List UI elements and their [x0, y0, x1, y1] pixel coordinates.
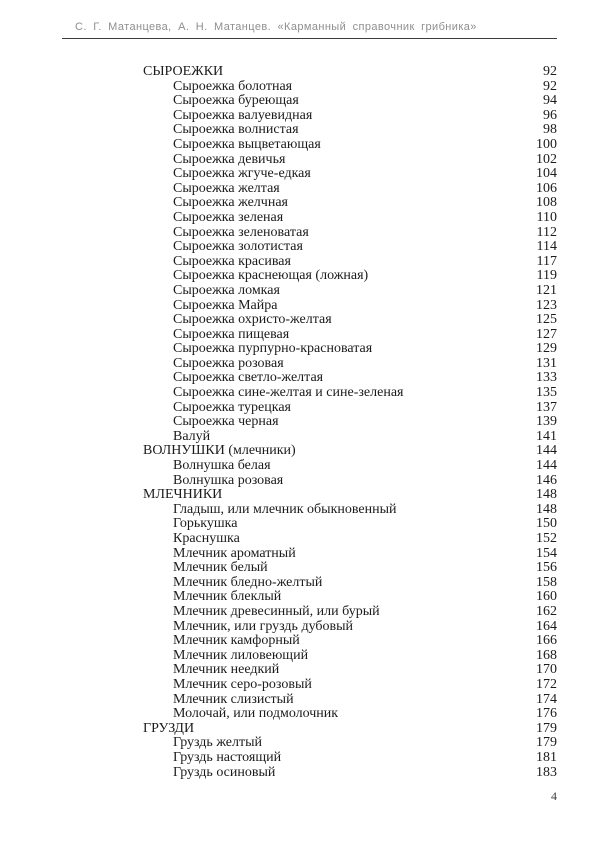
- toc-entry-page: 162: [536, 603, 557, 619]
- toc-entry-label: Млечник белый: [173, 560, 268, 576]
- toc-entry-label: Груздь настоящий: [173, 749, 282, 765]
- toc-entry-label: Сыроежка девичья: [173, 151, 286, 167]
- toc-item-row: [143, 605, 557, 620]
- toc-entry-page: 148: [536, 501, 557, 517]
- toc-entry-page: 129: [536, 341, 557, 357]
- toc-item-row: [143, 503, 557, 518]
- toc-entry-label: МЛЕЧНИКИ: [143, 487, 223, 503]
- toc-entry-page: 176: [536, 706, 557, 722]
- toc-entry-label: Млечник бледно-желтый: [173, 574, 323, 590]
- toc-item-row: [143, 269, 557, 284]
- toc-entry-page: 158: [536, 574, 557, 590]
- toc-entry-page: 110: [536, 209, 557, 225]
- toc-item-row: [143, 371, 557, 386]
- toc-entry-label: Сыроежка болотная: [173, 78, 293, 94]
- toc-entry-label: Млечник лиловеющий: [173, 647, 309, 663]
- toc-entry-page: 98: [543, 122, 557, 138]
- toc-entry-page: 150: [536, 516, 557, 532]
- toc-item-row: [143, 532, 557, 547]
- toc-entry-page: 121: [536, 282, 557, 298]
- toc-entry-label: СЫРОЕЖКИ: [143, 64, 224, 79]
- toc-entry-page: 92: [543, 64, 557, 79]
- toc-entry-page: 119: [536, 268, 557, 284]
- toc-entry-label: Сыроежка турецкая: [173, 399, 291, 415]
- toc-entry-page: 174: [536, 691, 557, 707]
- toc-entry-label: Сыроежка зеленоватая: [173, 224, 309, 240]
- toc-section-row: [143, 65, 557, 80]
- toc-entry-label: Волнушка розовая: [173, 472, 284, 488]
- toc-entry-page: 137: [536, 399, 557, 415]
- toc-item-row: [143, 284, 557, 299]
- toc-entry-page: 112: [536, 224, 557, 240]
- toc-entry-label: Млечник неедкий: [173, 662, 280, 678]
- toc-item-row: [143, 123, 557, 138]
- toc-item-row: [143, 386, 557, 401]
- toc-entry-label: Сыроежка сине-желтая и сине-зеленая: [173, 385, 404, 401]
- toc-entry-page: 168: [536, 647, 557, 663]
- toc-entry-label: Сыроежка буреющая: [173, 93, 299, 109]
- toc-entry-label: Сыроежка краснеющая (ложная): [173, 268, 369, 284]
- toc-item-row: [143, 138, 557, 153]
- toc-entry-label: Горькушка: [173, 516, 238, 532]
- toc-entry-page: 131: [536, 355, 557, 371]
- toc-item-row: [143, 401, 557, 416]
- toc-entry-page: 117: [536, 253, 557, 269]
- toc-entry-label: Сыроежка жгуче-едкая: [173, 166, 311, 182]
- toc-entry-label: Млечник древесинный, или бурый: [173, 603, 380, 619]
- toc-item-row: [143, 299, 557, 314]
- toc-item-row: [143, 517, 557, 532]
- toc-entry-label: Млечник серо-розовый: [173, 676, 312, 692]
- toc-entry-label: ВОЛНУШКИ (млечники): [143, 443, 296, 459]
- toc-entry-label: Сыроежка пурпурно-красноватая: [173, 341, 373, 357]
- toc-entry-label: Сыроежка волнистая: [173, 122, 299, 138]
- toc-item-row: [143, 693, 557, 708]
- toc-entry-page: 114: [536, 239, 557, 255]
- toc-entry-page: 139: [536, 414, 557, 430]
- toc-entry-page: 152: [536, 531, 557, 546]
- toc-entry-label: Млечник слизистый: [173, 691, 294, 707]
- toc-entry-page: 108: [536, 195, 557, 211]
- toc-entry-label: Млечник ароматный: [173, 545, 296, 561]
- toc-item-row: [143, 620, 557, 635]
- toc-entry-label: Сыроежка черная: [173, 414, 279, 430]
- header-rule: [62, 38, 557, 39]
- toc-section-row: [143, 488, 557, 503]
- toc-item-row: [143, 94, 557, 109]
- toc-entry-label: Сыроежка желчная: [173, 195, 288, 211]
- toc-item-row: [143, 80, 557, 95]
- toc-item-row: [143, 634, 557, 649]
- toc-item-row: [143, 313, 557, 328]
- toc-entry-label: Молочай, или подмолочник: [173, 706, 339, 722]
- toc-entry-label: Сыроежка Майра: [173, 297, 278, 313]
- toc-entry-page: 106: [536, 180, 557, 196]
- toc-item-row: [143, 167, 557, 182]
- toc-entry-page: 144: [536, 443, 557, 459]
- toc-entry-page: 179: [536, 735, 557, 751]
- toc-item-row: [143, 707, 557, 722]
- toc-entry-page: 166: [536, 633, 557, 649]
- table-of-contents: [143, 65, 557, 780]
- toc-entry-label: Сыроежка розовая: [173, 355, 284, 371]
- toc-entry-page: 127: [536, 326, 557, 342]
- toc-entry-label: Груздь желтый: [173, 735, 263, 751]
- toc-item-row: [143, 459, 557, 474]
- toc-entry-label: Сыроежка пищевая: [173, 326, 290, 342]
- toc-item-row: [143, 342, 557, 357]
- toc-entry-label: Груздь осиновый: [173, 764, 276, 780]
- toc-entry-page: 164: [536, 618, 557, 634]
- toc-entry-label: Гладыш, или млечник обыкновенный: [173, 501, 397, 517]
- toc-entry-page: 181: [536, 749, 557, 765]
- toc-entry-page: 146: [536, 472, 557, 488]
- toc-item-row: [143, 649, 557, 664]
- toc-entry-page: 135: [536, 385, 557, 401]
- toc-entry-page: 123: [536, 297, 557, 313]
- toc-entry-page: 160: [536, 589, 557, 605]
- toc-entry-label: Сыроежка ломкая: [173, 282, 280, 298]
- toc-entry-page: 179: [536, 720, 557, 736]
- toc-entry-page: 94: [543, 93, 557, 109]
- toc-entry-label: Млечник, или груздь дубовый: [173, 618, 354, 634]
- toc-item-row: [143, 474, 557, 489]
- toc-item-row: [143, 255, 557, 270]
- toc-item-row: [143, 678, 557, 693]
- toc-item-row: [143, 211, 557, 226]
- toc-entry-page: 141: [536, 428, 557, 444]
- toc-entry-page: 100: [536, 136, 557, 152]
- toc-entry-page: 92: [543, 78, 557, 94]
- toc-entry-page: 102: [536, 151, 557, 167]
- toc-item-row: [143, 547, 557, 562]
- toc-item-row: [143, 751, 557, 766]
- toc-entry-label: Сыроежка красивая: [173, 253, 291, 269]
- toc-item-row: [143, 736, 557, 751]
- toc-entry-page: 154: [536, 545, 557, 561]
- toc-item-row: [143, 240, 557, 255]
- toc-item-row: [143, 590, 557, 605]
- toc-entry-label: Волнушка белая: [173, 458, 271, 474]
- toc-entry-label: Млечник блеклый: [173, 589, 282, 605]
- toc-section-row: [143, 722, 557, 737]
- toc-entry-label: ГРУЗДИ: [143, 720, 195, 736]
- toc-entry-page: 125: [536, 312, 557, 328]
- toc-item-row: [143, 576, 557, 591]
- toc-item-row: [143, 153, 557, 168]
- toc-entry-label: Сыроежка охристо-желтая: [173, 312, 332, 328]
- toc-entry-page: 170: [536, 662, 557, 678]
- toc-item-row: [143, 415, 557, 430]
- toc-entry-page: 144: [536, 458, 557, 474]
- page-number: 4: [551, 789, 557, 803]
- toc-entry-page: 96: [543, 107, 557, 123]
- toc-item-row: [143, 328, 557, 343]
- toc-entry-label: Сыроежка золотистая: [173, 239, 303, 255]
- toc-item-row: [143, 109, 557, 124]
- toc-item-row: [143, 357, 557, 372]
- toc-entry-label: Краснушка: [173, 531, 240, 546]
- toc-entry-page: 104: [536, 166, 557, 182]
- toc-entry-page: 156: [536, 560, 557, 576]
- toc-item-row: [143, 430, 557, 445]
- toc-entry-label: Сыроежка желтая: [173, 180, 280, 196]
- toc-entry-label: Валуй: [173, 428, 211, 444]
- toc-entry-page: 172: [536, 676, 557, 692]
- toc-entry-label: Млечник камфорный: [173, 633, 300, 649]
- toc-entry-page: 148: [536, 487, 557, 503]
- toc-section-row: [143, 444, 557, 459]
- toc-item-row: [143, 182, 557, 197]
- toc-entry-label: Сыроежка светло-желтая: [173, 370, 324, 386]
- toc-entry-page: 183: [536, 764, 557, 780]
- toc-item-row: [143, 196, 557, 211]
- toc-entry-label: Сыроежка валуевидная: [173, 107, 313, 123]
- toc-item-row: [143, 561, 557, 576]
- toc-entry-label: Сыроежка зеленая: [173, 209, 284, 225]
- toc-entry-page: 133: [536, 370, 557, 386]
- toc-item-row: [143, 766, 557, 781]
- toc-item-row: [143, 663, 557, 678]
- running-header: С. Г. Матанцева, А. Н. Матанцев. «Карманный справочник грибника»: [75, 21, 477, 33]
- toc-entry-label: Сыроежка выцветающая: [173, 136, 321, 152]
- toc-item-row: [143, 226, 557, 241]
